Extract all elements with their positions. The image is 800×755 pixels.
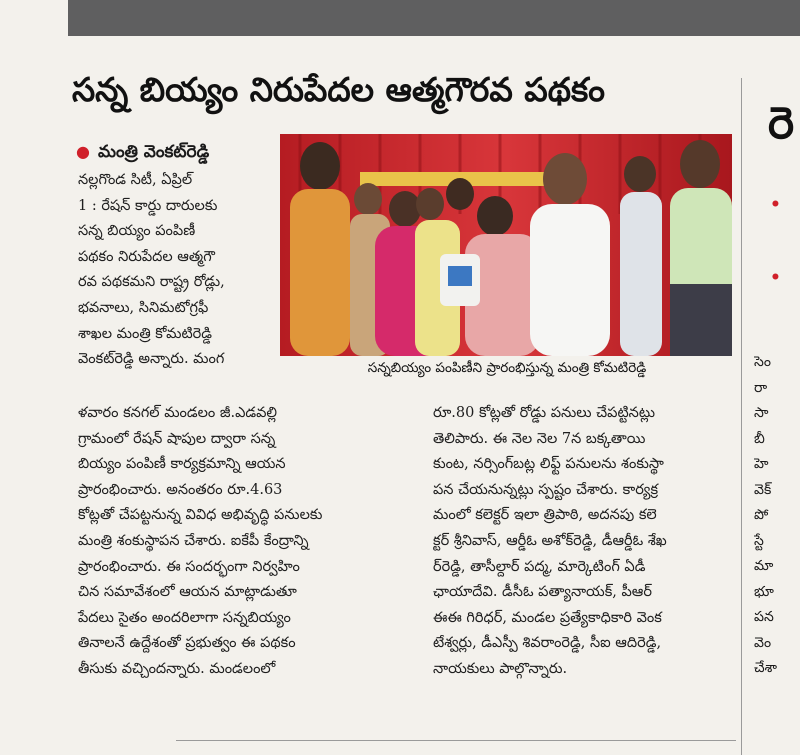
body-line: గ్రామంలో రేషన్ షాపుల ద్వారా సన్న (78, 430, 276, 447)
bottom-divider (176, 740, 736, 741)
adjacent-line: భూ (754, 583, 774, 600)
adjacent-bullet-icon: • (770, 195, 781, 215)
body-line: ర్‌రెడ్డి, తాసీల్దార్ పద్మ, మార్కెటింగ్ ఏడీ (433, 558, 646, 575)
body-column-left (78, 401, 413, 683)
lead-line: సన్న బియ్యం పంపిణీ (78, 223, 196, 240)
body-line: ఛాయాదేవి. డీసీఓ పత్యానాయక్, పీఆర్ (433, 584, 652, 601)
news-photo (280, 134, 732, 356)
adjacent-line: రా (754, 379, 768, 396)
body-line: ళవారం కనగల్ మండలం జీ.ఎడవల్లి (78, 405, 278, 421)
bullet-icon: ● (76, 142, 90, 161)
lead-line: భవనాలు, సినిమటోగ్రఫీ (78, 299, 209, 316)
body-line: కోట్లతో చేపట్టనున్న వివిధ అభివృద్ధి పనులకు (78, 507, 323, 524)
body-line: తెలిపారు. ఈ నెల నెల 7న బక్కతాయి (433, 430, 646, 447)
lead-line: శాఖల మంత్రి కోమటిరెడ్డి (78, 325, 212, 342)
body-line: క్టర్ శ్రీనివాస్, ఆర్డీఓ అశోక్‌రెడ్డి, డీఆర్డీఓ శేఖ (433, 532, 667, 549)
lead-line: రవ పథకమని రాష్ట్ర రోడ్లు, (78, 274, 225, 291)
body-line: ఈఈ గిరిధర్, మండల ప్రత్యేకాధికారి వెంక (433, 609, 662, 626)
adjacent-headline: రె (768, 98, 795, 149)
column-divider (741, 78, 742, 755)
adjacent-line: పో (754, 507, 769, 523)
body-line: తినాలనే ఉద్దేశంతో ప్రభుత్వం ఈ పథకం (78, 635, 296, 652)
adjacent-line: సెం (754, 354, 771, 370)
body-line: టేశ్వర్లు, డీఎస్పీ శివరాంరెడ్డి, సీఐ ఆదిరెడ్డి, (433, 635, 662, 652)
body-line: రూ.80 కోట్లతో రోడ్డు పనులు చేపట్టినట్లు (433, 405, 656, 421)
body-line: పన చేయనున్నట్లు స్పష్టం చేశారు. కార్యక్ర (433, 481, 659, 498)
adjacent-line: సా (754, 405, 769, 421)
body-line: నాయకులు పాల్గొన్నారు. (433, 660, 568, 677)
body-line: తీసుకు వచ్చిందన్నారు. మండలంలో (78, 660, 276, 677)
article-headline: సన్న బియ్యం నిరుపేదల ఆత్మగౌరవ పథకం (72, 70, 606, 109)
body-line: మంత్రి శంకుస్థాపన చేశారు. ఐకేపీ కేంద్రాన్ని (78, 532, 309, 549)
photo-caption: సన్నబియ్యం పంపిణీని ప్రారంభిస్తున్న మంత్రి కోమటిరెడ్డి (367, 360, 647, 376)
adjacent-bullet-icon: • (770, 268, 781, 288)
body-line: కుంట, నర్సింగ్‌బట్ల లిఫ్ట్ పనులను శంకుస్థా (433, 456, 664, 473)
body-line: బియ్యం పంపిణీ కార్యక్రమాన్ని ఆయన (78, 456, 286, 473)
body-column-right (433, 401, 736, 683)
adjacent-line: పన (754, 609, 774, 625)
adjacent-body (754, 350, 800, 682)
adjacent-line: వెం (754, 634, 772, 651)
lead-paragraph (78, 168, 268, 373)
adjacent-line: మా (754, 558, 774, 574)
body-line: పేదలు సైతం అందరిలాగా సన్నబియ్యం (78, 609, 291, 626)
top-banner-bar (68, 0, 800, 36)
adjacent-line: బీ (754, 430, 765, 447)
lead-line: పథకం నిరుపేదల ఆత్మగౌ (78, 248, 215, 265)
body-line: మంలో కలెక్టర్ ఇలా త్రిపాఠి, అదనపు కలె (433, 507, 657, 524)
body-line: ప్రారంభించారు. ఈ సందర్భంగా నిర్వహిం (78, 558, 300, 575)
lead-line: వెంకట్‌రెడ్డి అన్నారు. మంగ (78, 351, 225, 368)
body-line: చిన సమావేశంలో ఆయన మాట్లాడుతూ (78, 584, 297, 601)
adjacent-line: స్టే (754, 532, 764, 549)
byline-text: మంత్రి వెంకట్‌రెడ్డి (97, 142, 210, 162)
adjacent-line: వెక్ (754, 481, 772, 498)
byline (76, 142, 209, 166)
photo-illustration (280, 134, 732, 356)
body-line: ప్రారంభించారు. అనంతరం రూ.4.63 (78, 481, 283, 498)
lead-line: నల్లగొండ సిటీ, ఏప్రిల్ (78, 172, 193, 188)
lead-line: 1 : రేషన్ కార్డు దారులకు (78, 197, 218, 214)
adjacent-line: చేశా (754, 660, 777, 676)
adjacent-line: హె (754, 456, 769, 472)
